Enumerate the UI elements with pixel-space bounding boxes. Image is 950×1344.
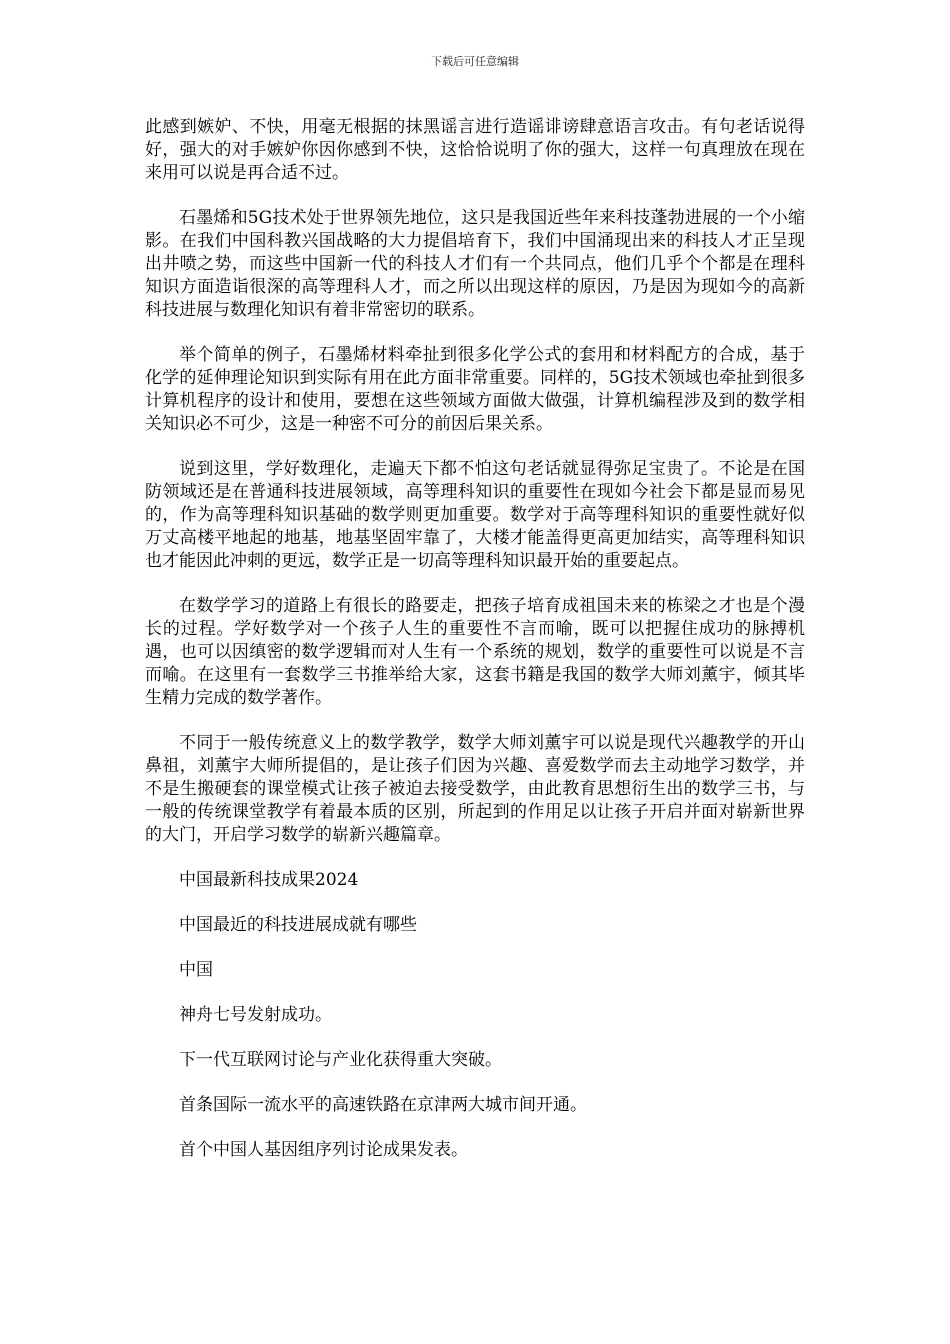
section-title-line: 中国最新科技成果2024 (179, 870, 359, 890)
paragraph: 说到这里，学好数理化，走遍天下都不怕这句老话就显得弥足宝贵了。不论是在国防领域还是在普通科技进展领域，高等理科知识的重要性在现如今社会下都是显而易见的，作为高等理科知识基础的数学则更加重要。数学对于高等理科知识的重要性就好似万丈高楼平地起的地基，地基坚固牢靠了，大楼才能盖得更高更加结实，高等理科知识也才能因此冲刺的更远，数学正是一切高等理科知识最开始的重要起点。 (145, 459, 805, 571)
text-line: 中国 (179, 960, 213, 980)
paragraph: 此感到嫉妒、不快，用毫无根据的抹黑谣言进行造谣诽谤肆意语言攻击。有句老话说得好，强大的对手嫉妒你因你感到不快，这恰恰说明了你的强大，这样一句真理放在现在来用可以说是再合适不过。 (145, 117, 805, 183)
text-line: 中国最近的科技进展成就有哪些 (179, 915, 417, 935)
list-item: 首条国际一流水平的高速铁路在京津两大城市间开通。 (179, 1095, 587, 1115)
paragraph: 举个简单的例子，石墨烯材料牵扯到很多化学公式的套用和材料配方的合成，基于化学的延伸理论知识到实际有用在此方面非常重要。同样的，5G技术领域也牵扯到很多计算机程序的设计和使用，要想在这些领域方面做大做强，计算机编程涉及到的数学相关知识必不可少，这是一种密不可分的前因后果关系。 (145, 345, 805, 434)
list-item: 首个中国人基因组序列讨论成果发表。 (179, 1140, 468, 1160)
list-item: 下一代互联网讨论与产业化获得重大突破。 (179, 1050, 502, 1070)
document-body (145, 116, 805, 1184)
paragraph: 在数学学习的道路上有很长的路要走，把孩子培育成祖国未来的栋梁之才也是个漫长的过程。学好数学对一个孩子人生的重要性不言而喻，既可以把握住成功的脉搏机遇，也可以因缜密的数学逻辑而对人生有一个系统的规划，数学的重要性可以说是不言而喻。在这里有一套数学三书推举给大家，这套书籍是我国的数学大师刘薰宇，倾其毕生精力完成的数学著作。 (145, 596, 805, 708)
page-header: 下载后可任意编辑 (431, 55, 519, 68)
list-item: 神舟七号发射成功。 (179, 1005, 332, 1025)
paragraph: 石墨烯和5G技术处于世界领先地位，这只是我国近些年来科技蓬勃进展的一个小缩影。在我们中国科教兴国战略的大力提倡培育下，我们中国涌现出来的科技人才正呈现出井喷之势，而这些中国新一代的科技人才们有一个共同点，他们几乎个个都是在理科知识方面造诣很深的高等理科人才，而之所以出现这样的原因，乃是因为现如今的高新科技进展与数理化知识有着非常密切的联系。 (145, 208, 805, 320)
paragraph: 不同于一般传统意义上的数学教学，数学大师刘薰宇可以说是现代兴趣教学的开山鼻祖，刘薰宇大师所提倡的，是让孩子们因为兴趣、喜爱数学而去主动地学习数学，并不是生搬硬套的课堂模式让孩子被迫去接受数学，由此教育思想衍生出的数学三书，与一般的传统课堂教学有着最本质的区别，所起到的作用足以让孩子开启并面对崭新世界的大门，开启学习数学的崭新兴趣篇章。 (145, 733, 805, 845)
